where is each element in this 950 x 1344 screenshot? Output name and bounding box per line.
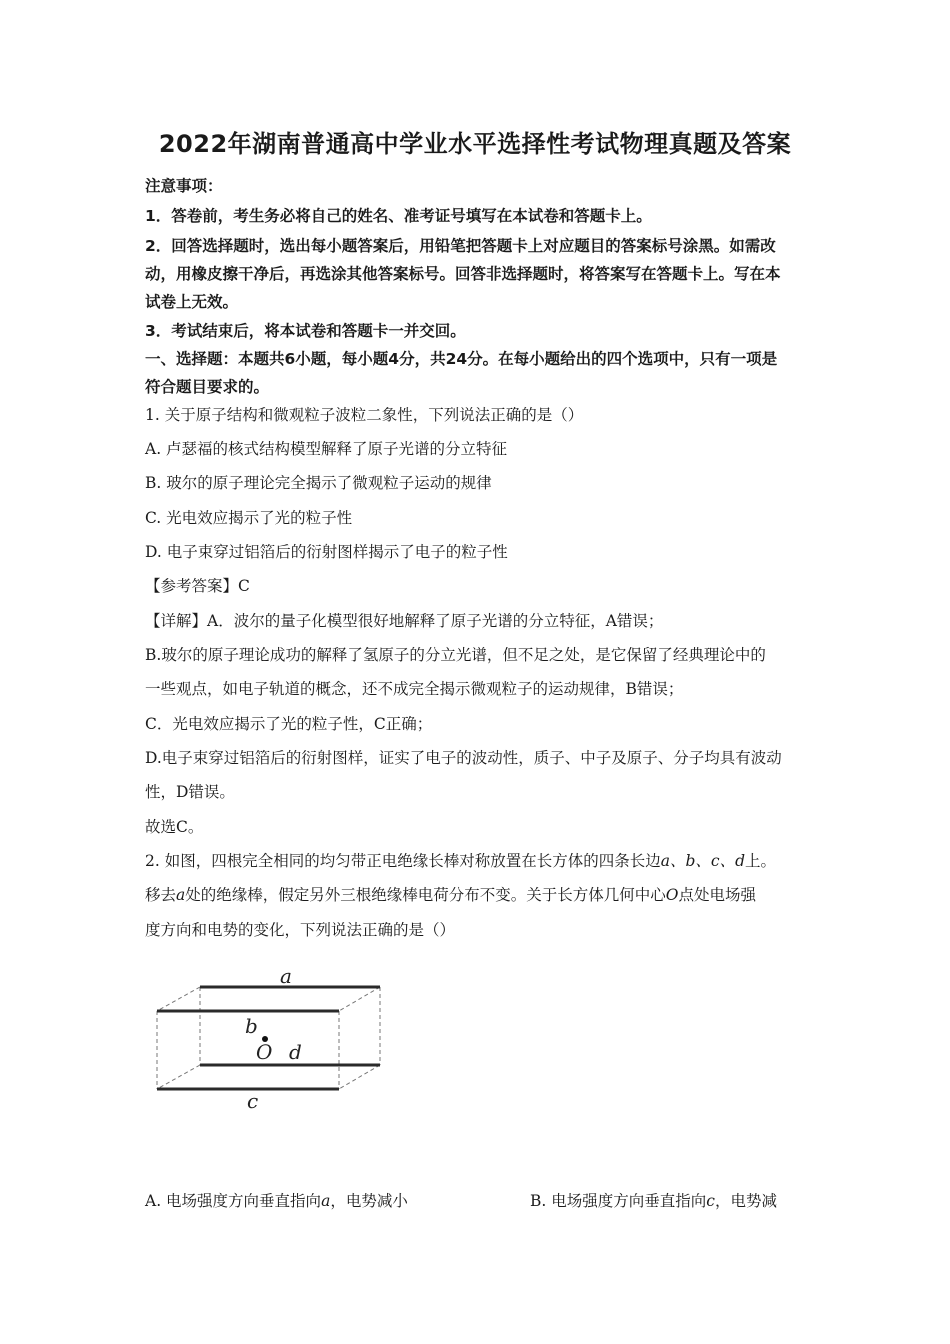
notice-item-2-line-2: 动，用橡皮擦干净后，再选涂其他答案标号。回答非选择题时，将答案写在答题卡上。写在本 bbox=[145, 265, 781, 283]
edge-back-top-left bbox=[157, 987, 200, 1011]
q1-option-d: D. 电子束穿过铝箔后的衍射图样揭示了电子的粒子性 bbox=[145, 543, 508, 561]
q2-stem-var-o: O bbox=[665, 886, 679, 904]
notice-heading: 注意事项： bbox=[145, 177, 223, 195]
label-b: b bbox=[245, 1014, 258, 1038]
notice-item-1: 1．答卷前，考生务必将自己的姓名、准考证号填写在本试卷和答题卡上。 bbox=[145, 207, 652, 225]
page-title: 2022年湖南普通高中学业水平选择性考试物理真题及答案 bbox=[158, 130, 792, 158]
q2-option-b-text: B. 电场强度方向垂直指向 bbox=[530, 1192, 707, 1210]
label-d: d bbox=[289, 1040, 302, 1064]
notice-item-2-line-3: 试卷上无效。 bbox=[145, 293, 239, 311]
q2-option-a-var: a bbox=[321, 1192, 331, 1210]
q1-explanation-3: 一些观点，如电子轨道的概念，还不成完全揭示微观粒子的运动规律，B错误； bbox=[145, 680, 684, 698]
q2-stem-line-1 bbox=[145, 851, 810, 871]
q1-option-a: A. 卢瑟福的核式结构模型解释了原子光谱的分立特征 bbox=[145, 440, 508, 458]
q2-stem-edge-vars: a、b、c、d bbox=[660, 852, 745, 870]
q1-explanation-6: 性，D错误。 bbox=[145, 783, 235, 801]
edge-back-bottom-right bbox=[339, 1065, 380, 1089]
q1-option-c: C. 光电效应揭示了光的粒子性 bbox=[145, 509, 353, 527]
notice-item-2-line-1: 2．回答选择题时，选出每小题答案后，用铅笔把答题卡上对应题目的答案标号涂黑。如需改 bbox=[145, 237, 776, 255]
q2-stem-line-1-text: 2. 如图，四根完全相同的均匀带正电绝缘长棒对称放置在长方体的四条长边 bbox=[145, 852, 661, 870]
q2-option-a-text: A. 电场强度方向垂直指向 bbox=[145, 1192, 322, 1210]
q1-conclusion: 故选C。 bbox=[145, 818, 204, 836]
q2-stem-line-2-mid: 处的绝缘棒，假定另外三根绝缘棒电荷分布不变。关于长方体几何中心 bbox=[185, 886, 666, 904]
q1-option-b: B. 玻尔的原子理论完全揭示了微观粒子运动的规律 bbox=[145, 474, 492, 492]
label-a: a bbox=[280, 966, 292, 988]
q2-option-a bbox=[145, 1191, 525, 1211]
q2-option-a-end: ，电势减小 bbox=[330, 1192, 408, 1210]
notice-item-3: 3．考试结束后，将本试卷和答题卡一并交回。 bbox=[145, 322, 466, 340]
q1-explanation-5: D.电子束穿过铝箔后的衍射图样，证实了电子的波动性，质子、中子及原子、分子均具有波动 bbox=[145, 749, 782, 767]
edge-back-top-right bbox=[339, 987, 380, 1011]
cuboid-figure bbox=[150, 966, 390, 1116]
q1-answer: 【参考答案】C bbox=[145, 577, 250, 595]
cuboid-diagram bbox=[150, 966, 390, 1116]
q2-option-b-end: ，电势减 bbox=[714, 1192, 777, 1210]
q2-stem-line-1-end: 上。 bbox=[745, 852, 777, 870]
q2-stem-line-2 bbox=[145, 885, 810, 905]
section-heading-line-1: 一、选择题：本题共6小题，每小题4分，共24分。在每小题给出的四个选项中，只有一项是 bbox=[145, 350, 778, 368]
q2-option-b bbox=[530, 1191, 777, 1211]
q2-stem-var-a: a bbox=[176, 886, 186, 904]
label-c: c bbox=[247, 1089, 259, 1113]
q1-explanation-4: C．光电效应揭示了光的粒子性，C正确； bbox=[145, 715, 433, 733]
q1-explanation-2: B.玻尔的原子理论成功的解释了氢原子的分立光谱，但不足之处，是它保留了经典理论中的 bbox=[145, 646, 766, 664]
label-o: O bbox=[256, 1040, 273, 1064]
q1-explanation-1: 【详解】A．波尔的量子化模型很好地解释了原子光谱的分立特征，A错误； bbox=[145, 612, 664, 630]
q2-stem-line-3: 度方向和电势的变化，下列说法正确的是（） bbox=[145, 921, 456, 939]
edge-back-bottom-left bbox=[157, 1065, 200, 1089]
q1-stem: 1. 关于原子结构和微观粒子波粒二象性，下列说法正确的是（） bbox=[145, 406, 584, 424]
q2-option-b-var: c bbox=[706, 1192, 715, 1210]
section-heading-line-2: 符合题目要求的。 bbox=[145, 378, 270, 396]
q2-stem-line-2-end: 点处电场强 bbox=[678, 886, 757, 904]
q2-stem-line-2-text: 移去 bbox=[145, 886, 177, 904]
